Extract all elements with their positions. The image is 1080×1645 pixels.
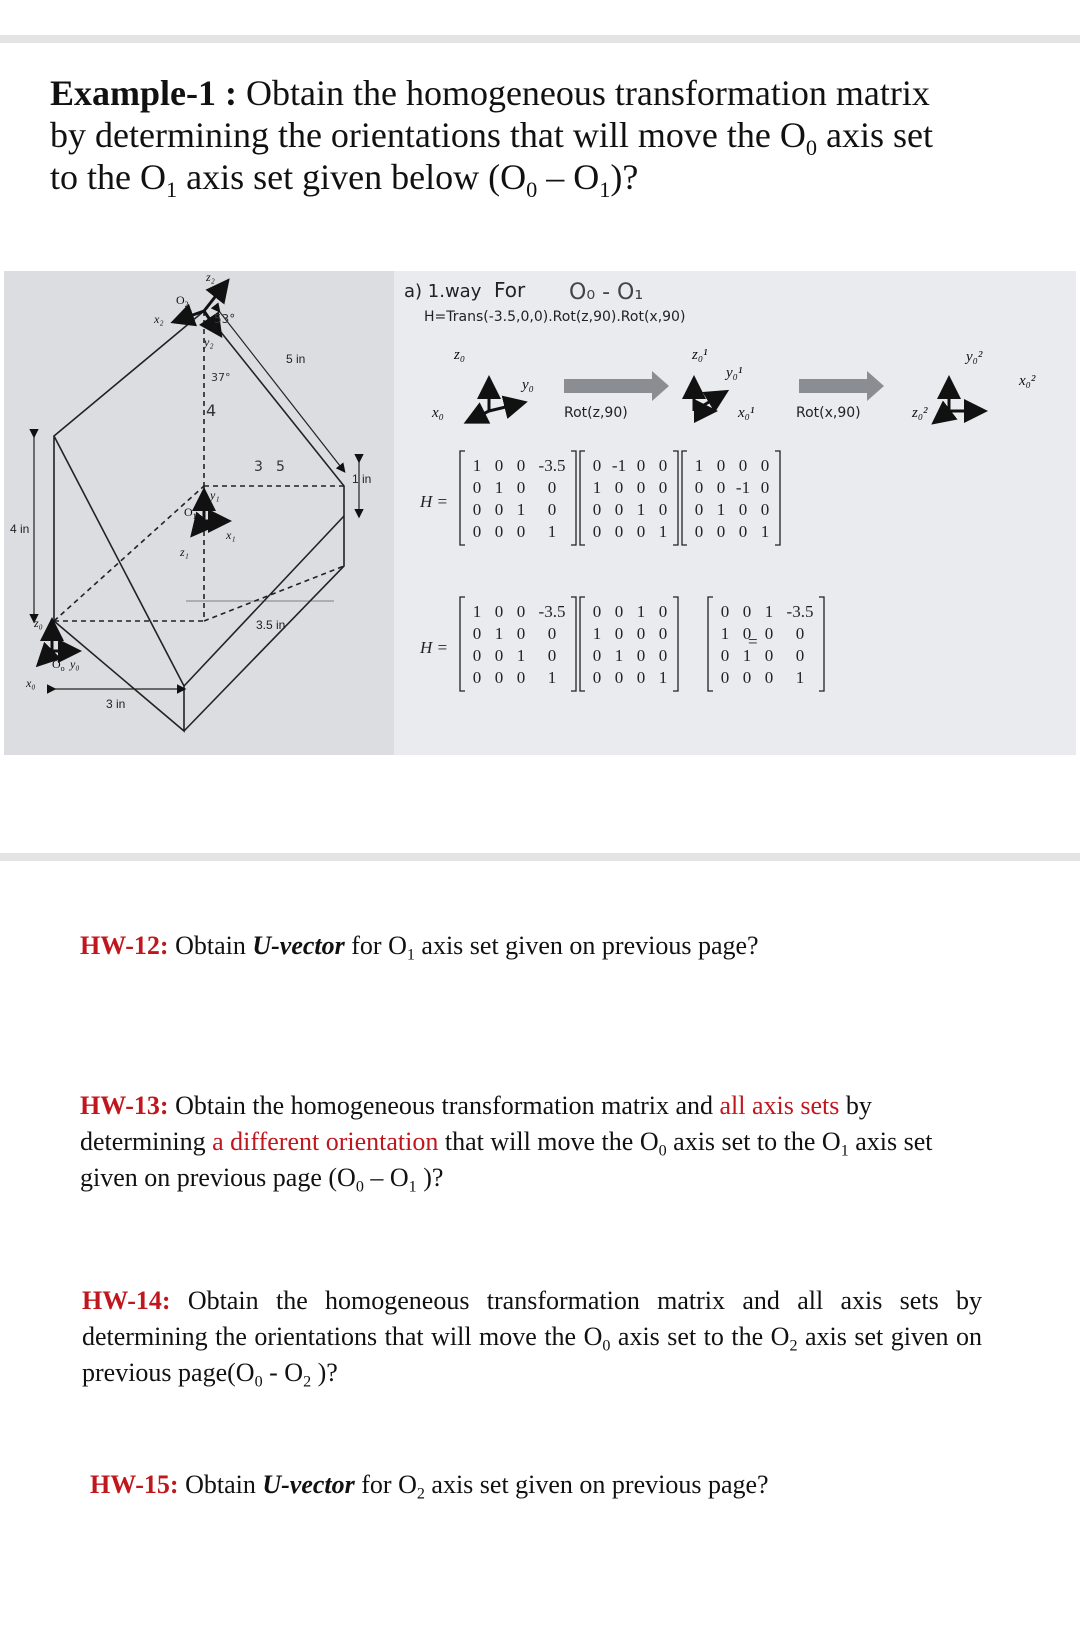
hw15-label: HW-15: [90, 1470, 179, 1499]
matrix-cell: 0 [592, 456, 602, 475]
frame1-y-label: y₀¹ [726, 365, 743, 381]
o1-label: $O_1$ [184, 505, 197, 521]
matrix-cell: 0 [795, 624, 805, 643]
matrix-cell: 0 [494, 522, 504, 541]
solution-formula: H=Trans(-3.5,0,0).Rot(z,90).Rot(x,90) [424, 309, 686, 325]
matrix-cell: 0 [795, 646, 805, 665]
matrix-row-1 [419, 451, 780, 545]
matrix-cell: 1 [795, 668, 805, 687]
matrix-cell: 0 [720, 646, 730, 665]
matrix-cell: -3.5 [538, 602, 566, 621]
hw15-question: HW-15: Obtain U-vector for $O_2$ axis set given on previous page? [90, 1470, 769, 1503]
z0-label: z₀ [34, 616, 43, 630]
z2-label: z₂ [206, 271, 215, 284]
matrix-cell: 0 [694, 500, 704, 519]
matrix-cell: 1 [636, 500, 646, 519]
matrix-cell: 0 [658, 456, 668, 475]
matrix-cell: 0 [516, 478, 526, 497]
matrix-cell: -1 [735, 478, 751, 497]
h-label-2: H = [420, 638, 448, 657]
x0-axis-arrow [40, 651, 52, 663]
matrix-cell: 0 [614, 500, 624, 519]
block-diagram-photo [4, 271, 394, 755]
hw12-question: HW-12: Obtain U-vector for $O_1$ axis set given on previous page? [80, 931, 759, 964]
matrix-cell: 0 [516, 456, 526, 475]
frame1-y-arrow [694, 393, 724, 411]
matrix-cell: 1 [494, 478, 504, 497]
hw12-label: HW-12: [80, 931, 169, 960]
block-outline [54, 311, 344, 731]
matrix-cell: 0 [716, 522, 726, 541]
matrix-cell: 0 [658, 478, 668, 497]
matrix-cell: 1 [636, 602, 646, 621]
matrix-cell: 0 [658, 500, 668, 519]
matrix-cell: 0 [658, 602, 668, 621]
matrix-cell: 1 [694, 456, 704, 475]
matrix-cell: -3.5 [786, 602, 814, 621]
y0-label: y₀ [70, 657, 80, 671]
matrix-cell: 0 [614, 624, 624, 643]
h-label-1: H = [420, 492, 448, 511]
frame2-z-label: z₀² [912, 405, 928, 421]
matrix-cell: 0 [636, 522, 646, 541]
matrix-cell: 1 [764, 602, 774, 621]
solution-for: For [494, 278, 526, 302]
matrix-row-2 [419, 597, 824, 691]
handwritten-three: 3 [254, 459, 263, 475]
matrix-cell: 0 [764, 624, 774, 643]
matrix-cell: -3.5 [538, 456, 566, 475]
matrix-cell: 0 [472, 646, 482, 665]
top-divider [0, 35, 1080, 43]
frame0-y-arrow [489, 403, 522, 411]
handwritten-five: 5 [276, 459, 285, 475]
matrix-cell: 0 [592, 668, 602, 687]
solution-photo [394, 271, 1076, 755]
matrix-cell: 0 [760, 500, 770, 519]
matrix-cell: 0 [636, 456, 646, 475]
matrix-cell: 1 [658, 522, 668, 541]
arrow-rot-x [799, 379, 869, 393]
y1-label: y₁ [210, 488, 220, 502]
block-diagram [4, 271, 394, 755]
matrix-cell: 0 [494, 668, 504, 687]
handwritten-four: 4 [206, 401, 217, 420]
matrix-cell: 0 [636, 624, 646, 643]
z2-axis-arrow [204, 283, 226, 311]
handwritten-o0-o1: O₀ - O₁ [569, 280, 644, 305]
step-rot-z: Rot(z,90) [564, 405, 628, 421]
solution-heading: a) 1.way [404, 281, 482, 302]
matrix-cell: 1 [516, 646, 526, 665]
matrix-cell: 0 [764, 668, 774, 687]
matrix-cell: 0 [592, 602, 602, 621]
matrix-cell: 0 [720, 602, 730, 621]
frame1-z-label: z₀¹ [692, 347, 708, 363]
matrix-cell: 1 [494, 624, 504, 643]
matrix-cell: 0 [614, 668, 624, 687]
matrix-cell: 0 [472, 500, 482, 519]
equals-sign: = [748, 632, 758, 651]
matrix-cell: 0 [472, 522, 482, 541]
dim-4in: 4 in [10, 522, 30, 536]
matrix-cell: 1 [658, 668, 668, 687]
o0-label: $O_o$ [52, 657, 65, 673]
dim-3-5in: 3.5 in [256, 618, 286, 632]
matrix-cell: 1 [547, 668, 557, 687]
z1-label: z₁ [180, 545, 189, 559]
matrix-cell: 0 [742, 668, 752, 687]
matrix-cell: 0 [472, 478, 482, 497]
matrix-cell: 0 [516, 522, 526, 541]
matrix-cell: 0 [494, 456, 504, 475]
matrix-cell: 0 [760, 478, 770, 497]
matrix-cell: 0 [658, 624, 668, 643]
frame0-z-label: z₀ [454, 347, 466, 363]
frame1-x-label: x₀¹ [738, 405, 755, 421]
matrix-cell: 0 [614, 478, 624, 497]
matrix-cell: 1 [742, 646, 752, 665]
matrix-cell: 0 [716, 478, 726, 497]
matrix-cell: 0 [614, 602, 624, 621]
matrix-cell: -1 [611, 456, 627, 475]
matrix-cell: 0 [547, 500, 557, 519]
angle-53-note: 53° [214, 312, 236, 326]
matrix-cell: 0 [472, 624, 482, 643]
example-label: Example-1 : [50, 73, 237, 113]
dim-5in: 5 in [286, 352, 306, 366]
matrix-cell: 1 [516, 500, 526, 519]
matrix-cell: 0 [738, 522, 748, 541]
matrix-cell: 1 [472, 602, 482, 621]
matrix-cell: 0 [760, 456, 770, 475]
matrix-cell: 0 [694, 522, 704, 541]
matrix-cell: 1 [760, 522, 770, 541]
y2-label: y₂ [204, 335, 214, 349]
matrix-cell: 0 [738, 456, 748, 475]
frame2-z-arrow [936, 411, 949, 421]
matrix-cell: 0 [472, 668, 482, 687]
matrix-cell: 0 [636, 478, 646, 497]
matrix-cell: 0 [614, 522, 624, 541]
matrix-cell: 0 [716, 456, 726, 475]
frame0-x-label: x₀ [432, 405, 444, 421]
matrix-cell: 1 [614, 646, 624, 665]
dim-line-5in [219, 311, 344, 471]
middle-divider [0, 853, 1080, 861]
matrix-cell: 0 [592, 522, 602, 541]
matrix-cell: 0 [742, 602, 752, 621]
x2-axis-arrow [176, 311, 204, 321]
o2-label: $O_2$ [176, 293, 189, 309]
matrix-cell: 0 [494, 602, 504, 621]
hw13-question: HW-13: Obtain the homogeneous transformation matrix and all axis sets by determining a different orientation that will move the $O_0$ axis set to the $O_1$ axis set given on previous page ($O_0 - O_1$ )? [80, 1091, 933, 1196]
x2-label: x₂ [154, 312, 164, 326]
matrix-cell: 0 [764, 646, 774, 665]
frame0-y-label: y₀ [522, 377, 534, 393]
matrix-cell: 0 [547, 646, 557, 665]
matrix-cell: 0 [658, 646, 668, 665]
matrix-cell: 0 [494, 500, 504, 519]
matrix-cell: 0 [592, 500, 602, 519]
matrix-cell: 0 [694, 478, 704, 497]
matrix-cell: 1 [592, 624, 602, 643]
matrix-cell: 0 [516, 602, 526, 621]
frame2-x-label: x₀² [1019, 373, 1036, 389]
matrix-cell: 1 [720, 624, 730, 643]
z1-axis-arrow [194, 521, 204, 533]
matrix-cell: 0 [516, 668, 526, 687]
matrix-cell: 0 [547, 478, 557, 497]
frame0-x-arrow [469, 411, 489, 421]
step-rot-x: Rot(x,90) [796, 405, 861, 421]
hw13-label: HW-13: [80, 1091, 169, 1120]
matrix-cell: 0 [547, 624, 557, 643]
matrix-cell: 1 [547, 522, 557, 541]
x1-label: x₁ [226, 528, 236, 542]
frame2-y-label: y₀² [966, 349, 983, 365]
solution-sheet [394, 271, 1076, 755]
x0-label: x₀ [26, 676, 36, 690]
example-title: Example-1 : Obtain the homogeneous transformation matrix by determining the orientations that will move the $O_0$ axis set to the $O_1$ axis set given below $(O_0 - O_1)$? [50, 73, 933, 202]
matrix-cell: 0 [494, 646, 504, 665]
matrix-cell: 1 [592, 478, 602, 497]
matrix-cell: 1 [716, 500, 726, 519]
matrix-cell: 0 [636, 646, 646, 665]
matrix-cell: 0 [720, 668, 730, 687]
arrow-rot-z [564, 379, 654, 393]
matrix-cell: 0 [636, 668, 646, 687]
matrix-cell: 0 [592, 646, 602, 665]
matrix-cell: 0 [516, 624, 526, 643]
angle-37-note: 37° [211, 371, 231, 384]
matrix-cell: 0 [742, 624, 752, 643]
hw14-question: HW-14: Obtain the homogeneous transformation matrix and all axis sets by determining the orientations that will move the $O_0$ axis set to the $O_2$ axis set given on previous $page(O_0 - O_2$ )? [82, 1286, 983, 1391]
hw14-label: HW-14: [82, 1286, 171, 1315]
matrix-cell: 1 [472, 456, 482, 475]
dim-3in: 3 in [106, 697, 126, 711]
matrix-cell: 0 [738, 500, 748, 519]
dim-1in: 1 in [352, 472, 372, 486]
